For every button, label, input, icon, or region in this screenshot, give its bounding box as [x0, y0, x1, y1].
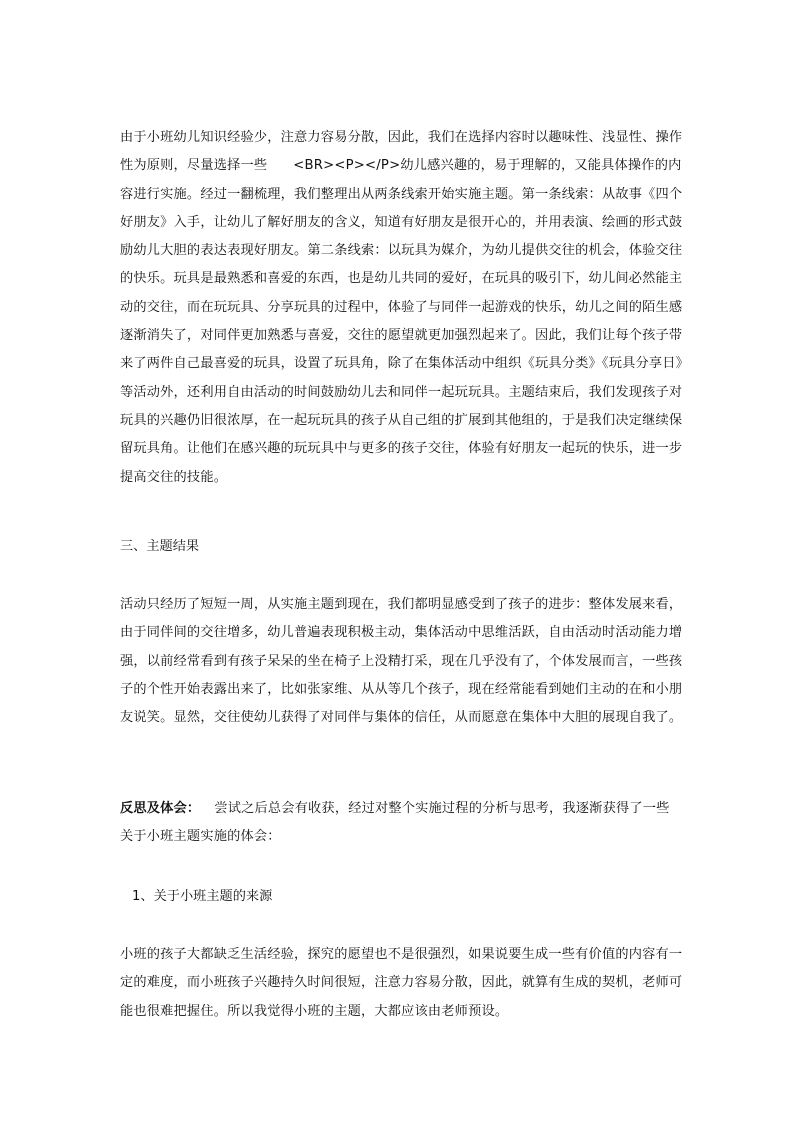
- paragraph-line: 强，以前经常看到有孩子呆呆的坐在椅子上没精打采，现在几乎没有了，个体发展而言，一些孩: [120, 653, 683, 669]
- paragraph-line: 动的交往，而在玩玩具、分享玩具的过程中，体验了与同伴一起游戏的快乐，幼儿之间的陌生感: [120, 299, 683, 315]
- stray-html-tags: <BR><P></P>: [293, 158, 401, 174]
- reflection-label: 反思及体会：: [120, 801, 201, 816]
- paragraph-line: [120, 795, 680, 823]
- paragraph-line: 定的难度，而小班孩子兴趣持久时间很短，注意力容易分散，因此，就算有生成的契机，老师可: [120, 975, 683, 991]
- paragraph-line: 等活动外，还利用自由活动的时间鼓励幼儿去和同伴一起玩玩具。主题结束后，我们发现孩子对: [120, 384, 683, 400]
- paragraph-line: 来了两件自己最喜爱的玩具，设置了玩具角，除了在集体活动中组织《玩具分类》《玩具分享日》: [120, 356, 690, 372]
- paragraph-line: 关于小班主题实施的体会：: [120, 829, 281, 845]
- paragraph-line-text: 性为原则，尽量选择一些: [120, 158, 268, 174]
- paragraph-line: 的快乐。玩具是最熟悉和喜爱的东西，也是幼儿共同的爱好，在玩具的吸引下，幼儿间必然能主: [120, 271, 683, 287]
- paragraph-line: 由于同伴间的交往增多，幼儿普遍表现积极主动，集体活动中思维活跃，自由活动时活动能力增: [120, 625, 683, 641]
- paragraph-line: 留玩具角。让他们在感兴趣的玩玩具中与更多的孩子交往，体验有好朋友一起玩的快乐，进一步: [120, 441, 683, 457]
- paragraph-line: 子的个性开始表露出来了，比如张家维、从从等几个孩子，现在经常能看到她们主动的在和小朋: [120, 681, 683, 697]
- section-heading-results: 三、主题结果: [120, 539, 200, 554]
- subsection-heading-source: 1、关于小班主题的来源: [132, 889, 273, 904]
- paragraph-theme-implementation: [120, 124, 690, 520]
- paragraph-results: [120, 591, 683, 732]
- reflection-text: 尝试之后总会有收获，经过对整个实施过程的分析与思考，我逐渐获得了一些: [214, 801, 670, 816]
- paragraph-line: 容进行实施。经过一翻梳理，我们整理出从两条线索开始实施主题。第一条线索：从故事《四个: [120, 186, 683, 202]
- paragraph-line: [120, 492, 680, 520]
- paragraph-line-text: 幼儿感兴趣的，易于理解的，又能具体操作的内: [400, 158, 682, 174]
- paragraph-line: 小班的孩子大都缺乏生活经验，探究的愿望也不是很强烈，如果说要生成一些有价值的内容有一: [120, 947, 683, 962]
- paragraph-line: 活动只经历了短短一周，从实施主题到现在，我们都明显感受到了孩子的进步：整体发展来看，: [120, 597, 683, 612]
- paragraph-line: 提高交往的技能。: [120, 469, 228, 485]
- paragraph-line: 好朋友》入手，让幼儿了解好朋友的含义，知道有好朋友是很开心的，并用表演、绘画的形式鼓: [120, 214, 683, 230]
- paragraph-reflection: [120, 795, 680, 852]
- paragraph-line: 友说笑。显然，交往使幼儿获得了对同伴与集体的信任，从而愿意在集体中大胆的展现自我了。: [120, 710, 683, 726]
- paragraph-source: [120, 941, 683, 1026]
- paragraph-line: 励幼儿大胆的表达表现好朋友。第二条线索：以玩具为媒介，为幼儿提供交往的机会，体验交往: [120, 243, 683, 259]
- paragraph-line: 能也很难把握住。所以我觉得小班的主题，大都应该由老师预设。: [120, 1003, 509, 1019]
- paragraph-line: 玩具的兴趣仍旧很浓厚，在一起玩玩具的孩子从自己组的扩展到其他组的，于是我们决定继续保: [120, 412, 683, 428]
- paragraph-line: 逐渐消失了，对同伴更加熟悉与喜爱，交往的愿望就更加强烈起来了。因此，我们让每个孩子带: [120, 328, 683, 344]
- paragraph-line: 由于小班幼儿知识经验少，注意力容易分散，因此，我们在选择内容时以趣味性、浅显性、操作: [120, 130, 683, 145]
- paragraph-line: [120, 152, 680, 180]
